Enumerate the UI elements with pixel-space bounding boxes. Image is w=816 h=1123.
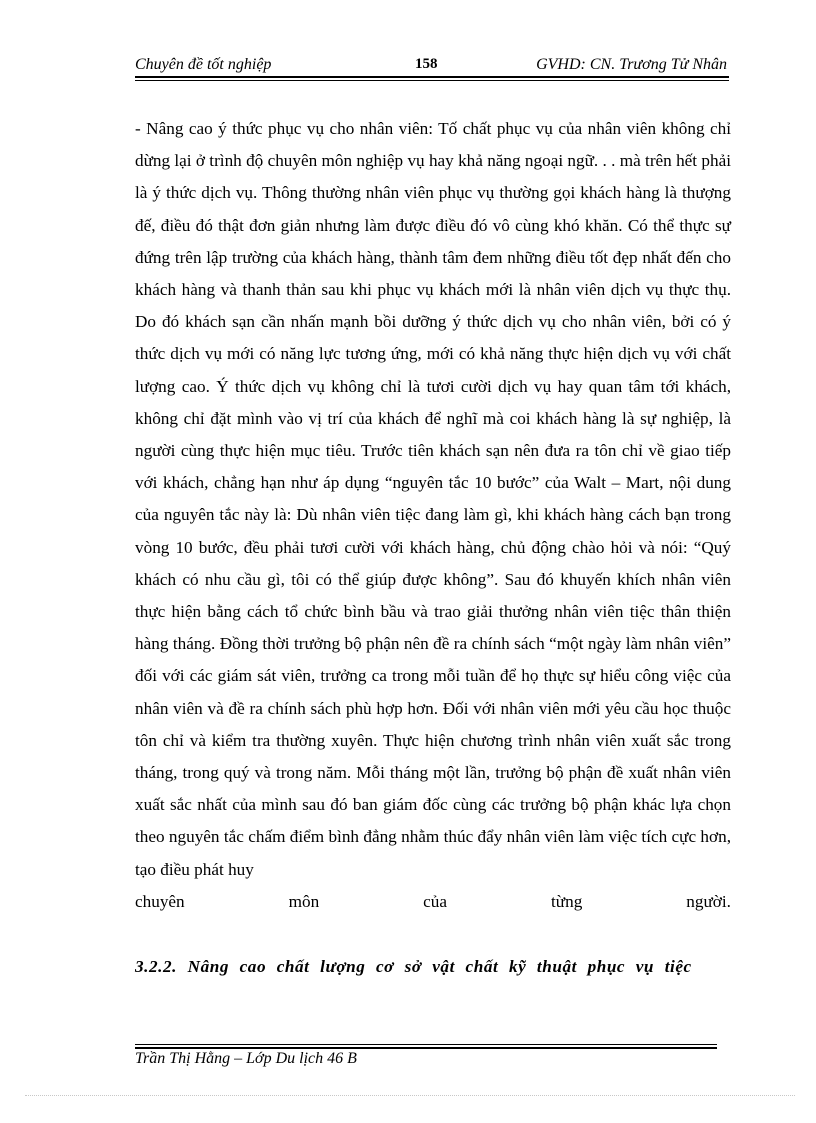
header-document-type: Chuyên đề tốt nghiệp — [135, 56, 272, 73]
section-heading: 3.2.2. Nâng cao chất lượng cơ sở vật chất kỹ thuật phục vụ tiệc — [135, 957, 692, 976]
last-line-word: người. — [686, 891, 731, 911]
header-page-number: 158 — [415, 56, 438, 72]
last-line-word: môn — [288, 891, 320, 911]
page-footer: Trần Thị Hằng – Lớp Du lịch 46 B — [135, 1050, 357, 1067]
last-line-word: chuyên — [135, 891, 185, 911]
paragraph-last-line — [135, 886, 731, 918]
last-line-word: của — [423, 891, 448, 911]
footer-rule-thin — [135, 1044, 717, 1045]
header-rule-thin — [135, 80, 729, 81]
main-text — [135, 113, 731, 918]
header-rule-thick — [135, 76, 729, 78]
body-paragraph: - Nâng cao ý thức phục vụ cho nhân viên: Tố chất phục vụ của nhân viên không chỉ dừng lại ở trình độ chuyên môn nghiệp vụ hay khả năng ngoại ngữ. . . mà trên hết phải là ý thức dịch vụ. Thông thường nhân viên phục vụ thường gọi khách hàng là thượng đế, điều đó thật đơn giản nhưng làm được điều đó vô cùng khó khăn. Có thể thực sự đứng trên lập trường của khách hàng, thành tâm đem những điều tốt đẹp nhất đến cho khách hàng và thanh thản sau khi phục vụ khách mới là nhân viên dịch vụ thực thụ. Do đó khách sạn cần nhấn mạnh bồi dưỡng ý thức dịch vụ cho nhân viên, bởi có ý thức dịch vụ mới có năng lực tương ứng, mới có khả năng thực hiện dịch vụ với chất lượng cao. Ý thức dịch vụ không chỉ là tươi cười dịch vụ hay quan tâm tới khách, không chỉ đặt mình vào vị trí của khách để nghĩ mà coi khách hàng là sự nghiệp, là người cùng thực hiện mục tiêu. Trước tiên khách sạn nên đưa ra tôn chỉ về giao tiếp với khách, chẳng hạn như áp dụng “nguyên tắc 10 bước” của Walt – Mart, nội dung của nguyên tắc này là: Dù nhân viên tiệc đang làm gì, khi khách hàng cách bạn trong vòng 10 bước, đều phải tươi cười với khách hàng, chủ động chào hỏi và nói: “Quý khách có nhu cầu gì, tôi có thể giúp được không”. Sau đó khuyến khích nhân viên thực hiện bằng cách tổ chức bình bầu và trao giải thưởng nhân viên tiệc thân thiện hàng tháng. Đồng thời trưởng bộ phận nên đề ra chính sách “một ngày làm nhân viên” đối với các giám sát viên, trưởng ca trong mỗi tuần để họ thực sự hiểu công việc của nhân viên và đề ra chính sách phù hợp hơn. Đối với nhân viên mới yêu cầu học thuộc tôn chỉ và kiểm tra thường xuyên. Thực hiện chương trình nhân viên xuất sắc trong tháng, trong quý và trong năm. Mỗi tháng một lần, trưởng bộ phận đề xuất nhân viên xuất sắc nhất của mình sau đó ban giám đốc cùng các trưởng bộ phận khác lựa chọn theo nguyên tắc chấm điểm bình đẳng nhằm thúc đẩy nhân viên làm việc tích cực hơn, tạo điều phát huy — [135, 119, 731, 879]
header-advisor: GVHD: CN. Trương Tử Nhân — [536, 56, 727, 73]
last-line-word: từng — [551, 891, 583, 911]
page-edge-line — [25, 1095, 795, 1096]
footer-rule-thick — [135, 1047, 717, 1049]
